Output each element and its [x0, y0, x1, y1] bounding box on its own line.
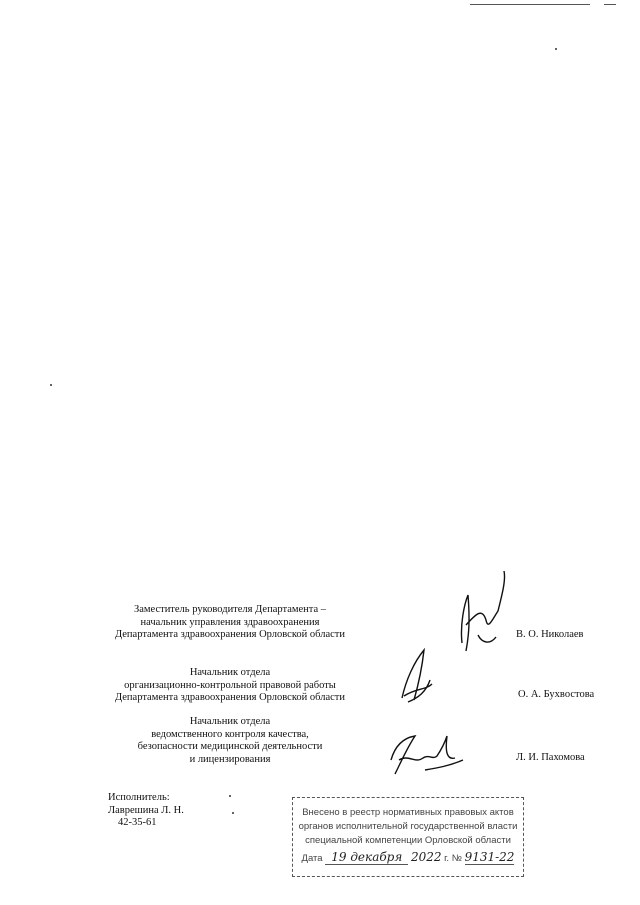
stamp-year: 2022	[410, 850, 442, 864]
stamp-year-suffix: г.	[444, 853, 450, 864]
scan-speck	[555, 48, 557, 50]
signatory-2-position	[100, 667, 360, 705]
scan-edge-line	[604, 4, 616, 5]
signatory-3-position	[100, 716, 360, 766]
scan-speck	[50, 384, 52, 386]
registry-stamp	[292, 797, 524, 877]
stamp-number-value: 9131-22	[464, 850, 515, 864]
stamp-date-row	[293, 852, 523, 864]
signatory-3-name: Л. И. Пахомова	[516, 752, 585, 763]
stamp-number-label: №	[451, 853, 462, 864]
position-line: Департамента здравоохранения Орловской области	[114, 692, 345, 703]
stamp-line: специальной компетенции Орловской области	[305, 835, 511, 846]
signatory-2-name: О. А. Бухвостова	[518, 689, 595, 700]
scan-speck	[229, 795, 231, 797]
stamp-date-value: 19 декабря	[325, 850, 408, 865]
position-line: Департамента здравоохранения Орловской области	[114, 629, 345, 640]
position-line: и лицензирования	[189, 753, 271, 765]
executor-label: Исполнитель:	[108, 792, 170, 803]
executor-block	[108, 792, 184, 830]
executor-phone: 42-35-61	[118, 817, 157, 828]
signatory-1-name: В. О. Николаев	[516, 629, 584, 640]
signatory-1-position	[100, 604, 360, 642]
stamp-line: органов исполнительной государственной власти	[298, 821, 518, 832]
signature-3-image	[385, 730, 470, 778]
position-line: Начальник отдела	[189, 716, 271, 727]
position-line: Начальник отдела	[189, 667, 271, 678]
stamp-date-label: Дата	[301, 853, 323, 864]
scan-speck	[232, 812, 234, 814]
stamp-line: Внесено в реестр нормативных правовых актов	[302, 807, 514, 818]
position-line: безопасности медицинской деятельности	[137, 741, 323, 752]
position-line: Заместитель руководителя Департамента –	[133, 604, 327, 615]
position-line: организационно-контрольной правовой работы	[124, 679, 336, 691]
signature-2-image	[392, 640, 462, 710]
executor-name: Лаврешина Л. Н.	[108, 804, 184, 816]
position-line: начальник управления здравоохранения	[140, 616, 320, 628]
position-line: ведомственного контроля качества,	[151, 728, 309, 740]
scan-edge-line	[470, 4, 590, 5]
